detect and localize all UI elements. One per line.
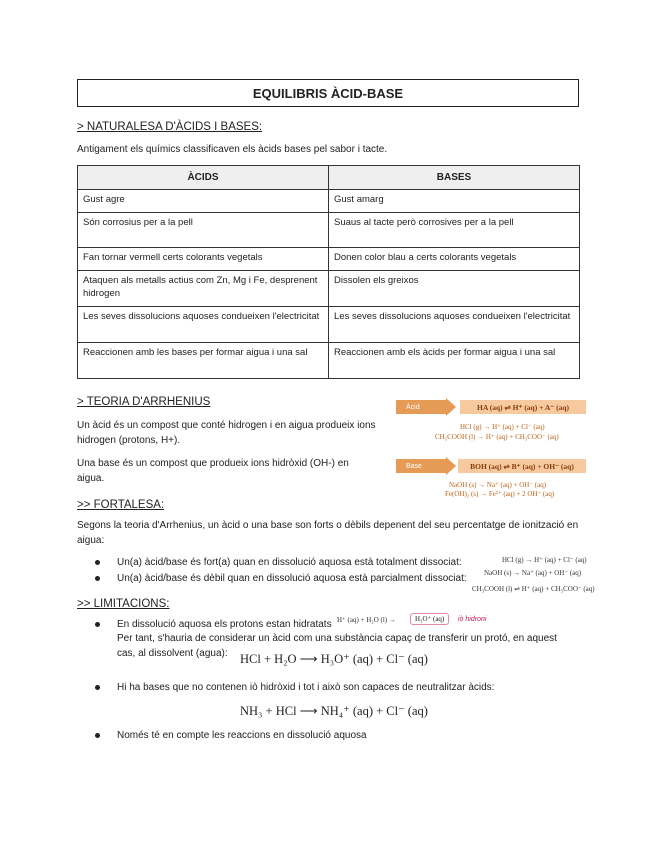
base-example-1: NaOH (s) → Na⁺ (aq) + OH⁻ (aq) (449, 481, 547, 489)
table-cell: Suaus al tacte però corrosives per a la pell (329, 213, 580, 248)
list-item-text: Hi ha bases que no contenen iò hidròxid i tot i això son capaces de neutralitzar àcids: (117, 682, 495, 693)
table-row (78, 213, 580, 248)
page-title (77, 79, 579, 107)
section-heading-arrhenius: > TEORIA D'ARRHENIUS (77, 396, 211, 408)
table-row (78, 271, 580, 307)
hydronium-label: iò hidroni (458, 616, 487, 623)
table-cell: Gust agre (78, 190, 329, 213)
base-badge-label: Base (406, 462, 422, 470)
base-arrow-badge (396, 459, 446, 473)
table-cell: Dissolen els greixos (329, 271, 580, 307)
list-item (95, 555, 475, 570)
hydronium-box: H₃O⁺ (aq) (410, 613, 449, 625)
acid-general-equation: HA (aq) ⇌ H⁺ (aq) + A⁻ (aq) (460, 400, 586, 414)
section-heading-nature: > NATURALESA D'ÀCIDS I BASES: (77, 121, 263, 133)
acid-base-table (77, 165, 580, 379)
list-item-text: Només té en compte les reaccions en dissolució aquosa (117, 730, 367, 741)
strong-base-equation: NaOH (s) → Na⁺ (aq) + OH⁻ (aq) (484, 569, 582, 577)
table-cell: Són corrosius per a la pell (78, 213, 329, 248)
table-header-row (78, 166, 580, 190)
list-item (95, 571, 475, 586)
table-cell: Fan tornar vermell certs colorants vegetals (78, 248, 329, 271)
list-item (95, 728, 495, 743)
acid-arrow-badge (396, 400, 446, 414)
table-row (78, 307, 580, 343)
table-row (78, 248, 580, 271)
hydration-equation: H⁺ (aq) + H₂O (l) → (337, 616, 396, 624)
table-cell: Les seves dissolucions aquoses condueixen l'electricitat (329, 307, 580, 343)
table-header-bases: BASES (329, 166, 580, 190)
table-cell: Gust amarg (329, 190, 580, 213)
fortalesa-text: Segons la teoria d'Arrhenius, un àcid o una base son forts o dèbils depenent del seu percentatge de ionització en aigua: (77, 520, 579, 546)
section-heading-fortalesa: >> FORTALESA: (77, 499, 165, 511)
strong-acid-equation: HCl (g) → H⁺ (aq) + Cl⁻ (aq) (502, 556, 587, 564)
section-heading-limitacions: >> LIMITACIONS: (77, 598, 170, 610)
table-cell: Reaccionen amb les bases per formar aigua i una sal (78, 343, 329, 379)
table-row (78, 190, 580, 213)
acid-definition: Un àcid és un compost que conté hidrogen i en aigua produeix ions hidrogen (protons, H+). (77, 420, 376, 446)
hcl-water-equation: HCl + H₂O ⟶ H₃O⁺ (aq) + Cl⁻ (aq) (240, 652, 428, 666)
acid-example-1: HCl (g) → H⁺ (aq) + Cl⁻ (aq) (460, 423, 545, 431)
acid-badge-label: Àcid (406, 403, 420, 411)
list-item (95, 680, 575, 695)
table-cell: Donen color blau a certs colorants vegetals (329, 248, 580, 271)
list-item-text: Un(a) àcid/base és dèbil quan en dissolució aquosa està parcialment dissociat: (117, 573, 467, 584)
base-definition: Una base és un compost que produeix ions hidròxid (OH-) en aigua. (77, 458, 349, 484)
list-item-text: En dissolució aquosa els protons estan hidratats (117, 619, 332, 630)
base-general-equation: BOH (aq) ⇌ B⁺ (aq) + OH⁻ (aq) (458, 459, 586, 473)
table-cell: Les seves dissolucions aquoses condueixen l'electricitat (78, 307, 329, 343)
intro-text: Antigament els químics classificaven els àcids bases pel sabor i tacte. (77, 144, 388, 155)
page-title-text: EQUILIBRIS ÀCID-BASE (252, 85, 404, 101)
acid-example-2: CH₃COOH (l) → H⁺ (aq) + CH₃COO⁻ (aq) (435, 433, 559, 441)
ammonia-equation: NH₃ + HCl ⟶ NH₄⁺ (aq) + Cl⁻ (aq) (240, 704, 428, 718)
table-cell: Reaccionen amb els àcids per formar aigua i una sal (329, 343, 580, 379)
table-row (78, 343, 580, 379)
list-item-text: Un(a) àcid/base és fort(a) quan en dissolució aquosa està totalment dissociat: (117, 557, 462, 568)
table-cell: Ataquen als metalls actius com Zn, Mg i Fe, desprenent hidrogen (78, 271, 329, 307)
limitacio-1-explanation: Per tant, s'hauria de considerar un àcid com una substància capaç de transferir un protó, en aquest cas, al dissolvent (agua): (117, 633, 557, 659)
table-header-acids: ÀCIDS (78, 166, 329, 190)
weak-acid-equation: CH₃COOH (l) ⇌ H⁺ (aq) + CH₃COO⁻ (aq) (472, 585, 595, 593)
base-example-2: Fe(OH)₂ (s) → Fe²⁺ (aq) + 2 OH⁻ (aq) (445, 490, 555, 498)
